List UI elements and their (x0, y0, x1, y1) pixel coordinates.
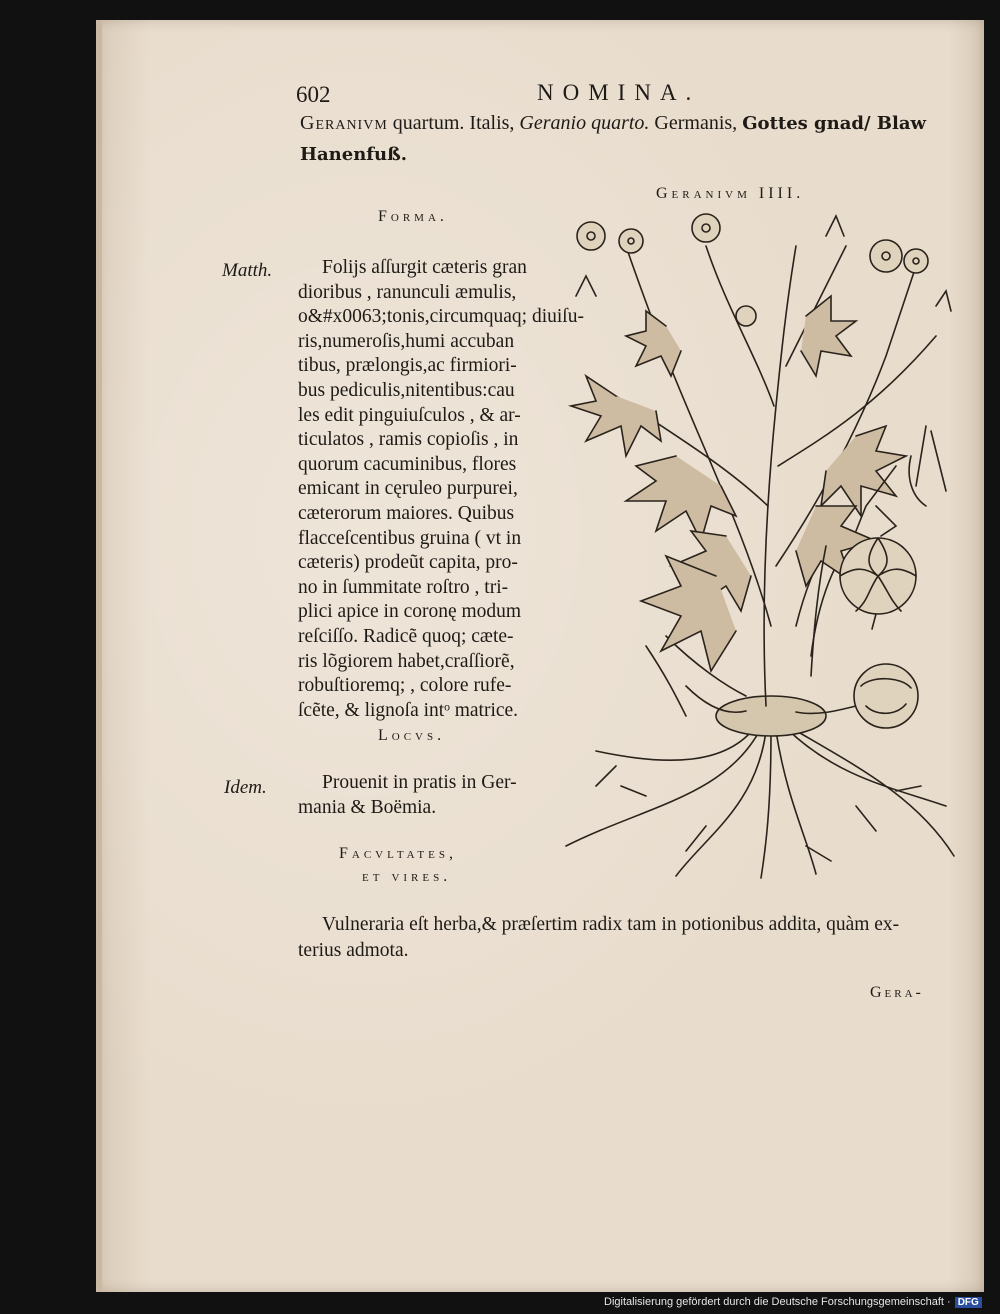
text-line: reſciſſo. Radicẽ quoq; cæte- (298, 625, 514, 647)
text-line: ſcẽte, & lignoſa intᵒ matrice. (298, 699, 519, 721)
text-line: emicant in cęruleo purpurei, (298, 478, 518, 500)
german-name: Gottes gnad/ Blaw (742, 113, 927, 134)
digitization-footer (604, 1296, 982, 1308)
section-heading-locus: Locvs. (378, 727, 446, 744)
text-line: mania & Boëmia. (298, 796, 437, 818)
facultates-text (298, 912, 899, 964)
name-rest: quartum. Italis, (387, 112, 520, 134)
section-heading-vires: et vires. (362, 868, 452, 885)
text-line: robuſtioremq; , colore rufe- (298, 675, 512, 697)
footer-text: Digitalisierung gefördert durch die Deutsche Forschungsgemeinschaft · (604, 1296, 951, 1308)
text-line: cæterorum maiores. Quibus (298, 502, 515, 524)
nomina-line (300, 112, 926, 135)
catchword: Gera- (870, 984, 924, 1001)
text-line: ris lõgiorem habet,craſſiorẽ, (298, 650, 515, 672)
german-prefix: Germanis, (649, 112, 743, 134)
geranium-plant-woodcut-icon (556, 206, 956, 882)
dfg-logo-icon: DFG (955, 1297, 982, 1308)
figure-caption: Geranivm IIII. (656, 185, 805, 202)
text-line: flacceſcentibus gruina ( vt in (298, 527, 522, 549)
locus-text (298, 771, 517, 820)
section-heading-facultates: Facvltates, (339, 845, 457, 862)
text-line: cæteris) prodeũt capita, pro- (298, 552, 518, 574)
forma-text (298, 256, 584, 723)
text-line: les edit pinguiuſculos , & ar- (298, 404, 521, 426)
section-heading-forma: Forma. (378, 208, 448, 225)
text-line: ticulatos , ramis copioſis , in (298, 429, 519, 451)
margin-note-matth: Matth. (222, 260, 273, 281)
text-line: Prouenit in pratis in Ger- (322, 772, 517, 793)
plant-name: Geranivm (300, 112, 388, 134)
italian-name: Geranio quarto. (519, 112, 650, 134)
text-line: no in ſummitate roſtro , tri- (298, 576, 509, 598)
text-line: quorum cacuminibus, flores (298, 453, 517, 475)
text-line: o&#x0063;tonis,circumquaq; diuiſu- (298, 306, 584, 328)
text-line: ris,numeroſis,humi accuban (298, 330, 515, 352)
text-line: tibus, prælongis,ac firmiori- (298, 355, 517, 377)
text-line: bus pediculis,nitentibus:cau (298, 379, 515, 401)
text-line: dioribus , ranunculi æmulis, (298, 281, 517, 303)
running-head: NOMINA. (537, 80, 701, 105)
text-line: terius admota. (298, 940, 409, 961)
german-name-continued: Hanenfuß. (300, 144, 408, 165)
text-line: Vulneraria eſt herba,& præſertim radix tam in potionibus addita, quàm ex- (322, 914, 900, 935)
text-line: Folijs aſſurgit cæteris gran (322, 257, 527, 278)
page-number: 602 (296, 82, 331, 107)
margin-note-idem: Idem. (224, 777, 267, 798)
page-gutter (96, 20, 102, 1292)
text-line: plici apice in coronę modum (298, 601, 522, 623)
